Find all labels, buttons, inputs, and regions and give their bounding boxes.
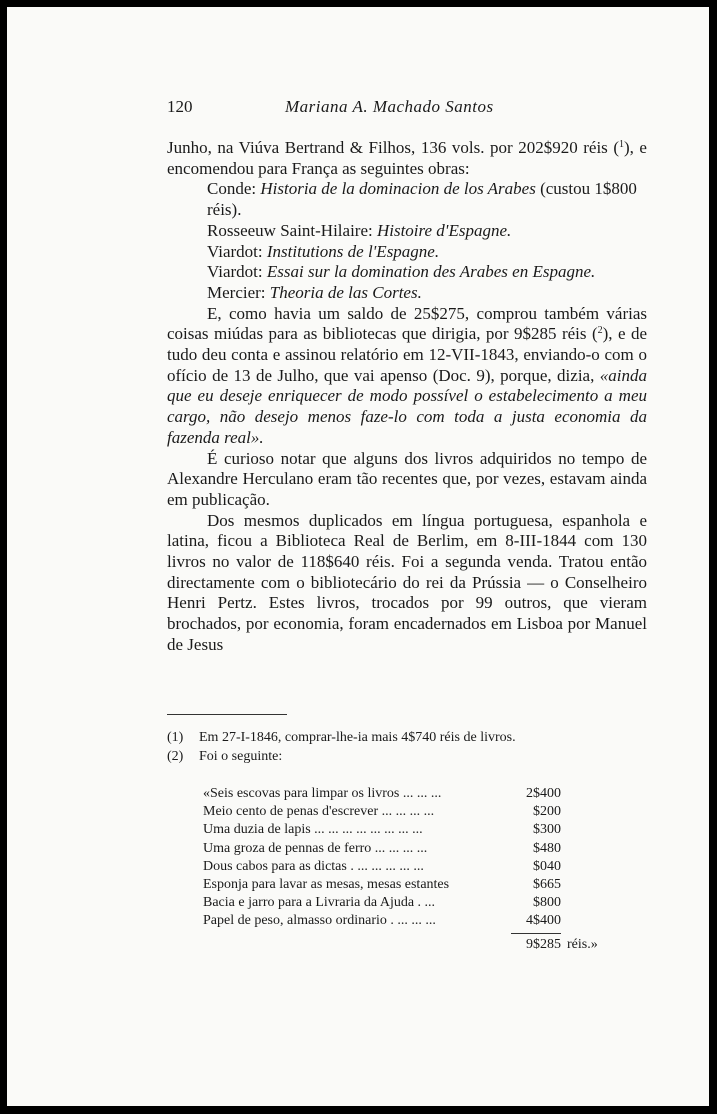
expense-row xyxy=(203,858,623,876)
expense-total xyxy=(203,933,623,955)
expense-row xyxy=(203,894,623,912)
book-list-item: Rosseeuw Saint-Hilaire: Histoire d'Espagne. xyxy=(207,220,512,240)
expense-amount: $200 xyxy=(533,804,561,820)
book-list-item: Viardot: Institutions de l'Espagne. xyxy=(207,241,440,261)
expense-row xyxy=(203,803,623,821)
expense-amount: $480 xyxy=(533,840,561,856)
body-text xyxy=(167,138,647,656)
expense-label: Dous cabos para as dictas . ... ... ... ... ... xyxy=(203,858,424,874)
expense-label: «Seis escovas para limpar os livros ... ... ... xyxy=(203,786,442,801)
footnotes xyxy=(167,729,647,766)
expense-label: Uma duzia de lapis ... ... ... ... ... ... ... ... xyxy=(203,822,423,838)
expense-amount: 4$400 xyxy=(526,913,561,929)
expense-account xyxy=(203,785,623,955)
book-list-item: Viardot: Essai sur la domination des Arabes en Espagne. xyxy=(207,262,596,282)
book-page xyxy=(7,7,709,1106)
paragraph: É curioso notar que alguns dos livros adquiridos no tempo de Alexandre Herculano eram tão recentes que, por vezes, estavam ainda em publicação. xyxy=(167,448,647,509)
expense-row xyxy=(203,912,623,930)
total-suffix: réis.» xyxy=(567,936,598,952)
expense-label: Esponja para lavar as mesas, mesas estantes xyxy=(203,876,450,892)
running-head: Mariana A. Machado Santos xyxy=(285,97,494,116)
expense-label: Bacia e jarro para a Livraria da Ajuda . ... xyxy=(203,895,436,911)
expense-row xyxy=(203,876,623,894)
footnote-mark: (2) xyxy=(167,748,184,764)
page-number: 120 xyxy=(167,97,193,116)
footnote-text: Foi o seguinte: xyxy=(199,748,283,764)
book-list-item: Conde: Historia de la dominacion de los Arabes (custou 1$800 réis). xyxy=(207,179,637,220)
footnote xyxy=(167,729,647,748)
footnote-text: Em 27-I-1846, comprar-lhe-ia mais 4$740 réis de livros. xyxy=(199,730,516,745)
expense-label: Papel de peso, almasso ordinario . ... ... ... xyxy=(203,913,436,929)
paragraph: Junho, na Viúva Bertrand & Filhos, 136 vols. por 202$920 réis ($^1$), e encomendou para França as seguintes obras: xyxy=(167,138,647,178)
footnote xyxy=(167,748,647,767)
expense-row xyxy=(203,821,623,839)
expense-amount: 2$400 xyxy=(526,786,561,801)
expense-label: Uma groza de pennas de ferro ... ... ... ... xyxy=(203,840,428,856)
sum-rule xyxy=(511,933,561,934)
expense-amount: $665 xyxy=(533,876,561,892)
expense-row xyxy=(203,840,623,858)
book-list-item: Mercier: Theoria de las Cortes. xyxy=(207,282,422,302)
footnote-ref: 1 xyxy=(618,139,624,150)
total-amount: 9$285 xyxy=(526,936,561,952)
footnote-ref: 2 xyxy=(597,325,603,337)
quotation: «ainda que eu deseje enriquecer de modo possível o estabelecimento a meu cargo, não desejo menos faze-lo com toda a justa economia da fazenda real». xyxy=(167,365,647,447)
footnote-separator xyxy=(167,714,287,715)
expense-label: Meio cento de penas d'escrever ... ... ... ... xyxy=(203,804,435,820)
paragraph: E, como havia um saldo de 25$275, comprou também várias coisas miúdas para as bibliotecas que dirigia, por 9$285 réis ($^2$), e de tudo deu conta e assinou relatório em 12-VII-1843, enviando-o com o ofício de 13 de Julho, que vai apenso (Doc. 9), porque, dizia, «ainda que eu deseje enriquecer de modo possível o estabelecimento a meu cargo, não desejo menos faze-lo com toda a justa economia da fazenda real». xyxy=(167,303,647,447)
footnote-mark: (1) xyxy=(167,730,184,745)
expense-amount: $300 xyxy=(533,822,561,838)
expense-row xyxy=(203,785,623,803)
expense-amount: $040 xyxy=(533,858,561,874)
paragraph: Dos mesmos duplicados em língua portuguesa, espanhola e latina, ficou a Biblioteca Real de Berlim, em 8-III-1844 com 130 livros no valor de 118$640 réis. Foi a segunda venda. Tratou então directamente com o bibliotecário do rei da Prússia — o Conselheiro Henri Pertz. Estes livros, trocados por 99 outros, que vieram brochados, por economia, foram encadernados em Lisboa por Manuel de Jesus xyxy=(167,510,647,654)
expense-amount: $800 xyxy=(533,895,561,911)
